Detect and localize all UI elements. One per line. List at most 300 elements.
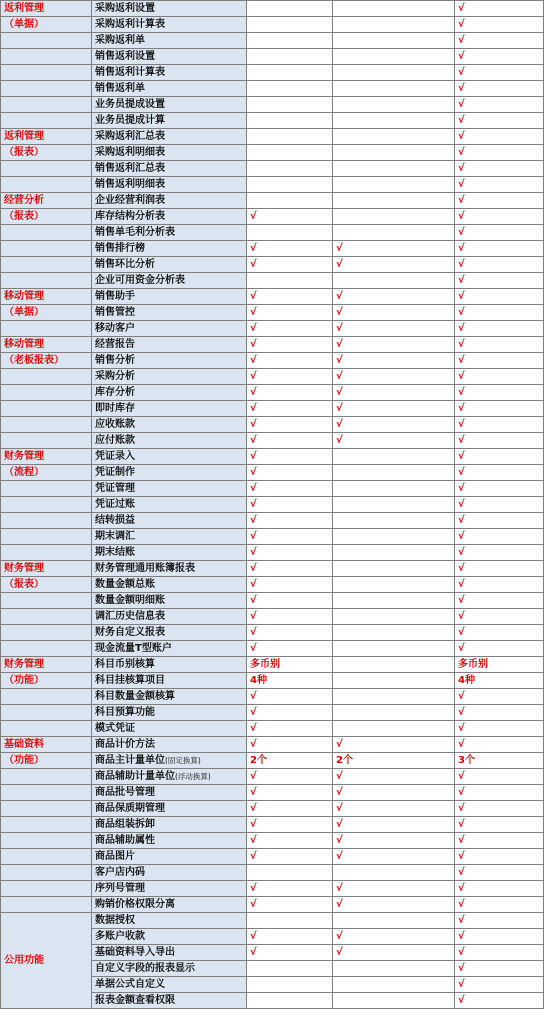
feature-name-cell (92, 609, 247, 625)
edition-3-value: √ (455, 769, 544, 785)
edition-3-value: √ (455, 689, 544, 705)
table-row (1, 17, 544, 33)
category-cell (1, 33, 92, 49)
edition-1-value (247, 81, 333, 97)
feature-name: 商品保质期管理 (95, 803, 165, 814)
category-cell (1, 817, 92, 833)
feature-name: 应收账款 (95, 419, 135, 430)
table-row (1, 673, 544, 689)
feature-name: 模式凭证 (95, 723, 135, 734)
feature-name: 即时库存 (95, 403, 135, 414)
edition-3-value: √ (455, 177, 544, 193)
category-cell (1, 865, 92, 881)
edition-1-value (247, 17, 333, 33)
feature-name-cell (92, 193, 247, 209)
feature-name-cell (92, 641, 247, 657)
feature-name-cell (92, 385, 247, 401)
edition-3-value: √ (455, 289, 544, 305)
table-row (1, 81, 544, 97)
edition-2-value (333, 913, 455, 929)
feature-name: 商品辅助计量单位 (95, 771, 175, 782)
table-row (1, 113, 544, 129)
edition-1-value (247, 65, 333, 81)
edition-1-value: √ (247, 881, 333, 897)
edition-3-value: √ (455, 65, 544, 81)
edition-1-value: √ (247, 529, 333, 545)
feature-name-cell (92, 737, 247, 753)
feature-name: 销售管控 (95, 307, 135, 318)
category-cell (1, 369, 92, 385)
feature-name-cell (92, 945, 247, 961)
edition-1-value: √ (247, 593, 333, 609)
table-row (1, 849, 544, 865)
edition-3-value: √ (455, 129, 544, 145)
table-row (1, 753, 544, 769)
category-cell (1, 257, 92, 273)
edition-3-value: √ (455, 961, 544, 977)
feature-name-cell (92, 49, 247, 65)
feature-name: 业务员提成计算 (95, 115, 165, 126)
edition-1-value: √ (247, 257, 333, 273)
edition-3-value: √ (455, 785, 544, 801)
feature-name: 销售返利明细表 (95, 179, 165, 190)
feature-name: 多账户收款 (95, 931, 145, 942)
edition-3-value: √ (455, 1, 544, 17)
edition-1-value: √ (247, 545, 333, 561)
feature-name: 企业可用资金分析表 (95, 275, 185, 286)
feature-name-cell (92, 17, 247, 33)
edition-1-value: √ (247, 577, 333, 593)
edition-2-value: √ (333, 385, 455, 401)
edition-3-value: √ (455, 241, 544, 257)
feature-name: 自定义字段的报表显示 (95, 963, 195, 974)
edition-1-value: √ (247, 449, 333, 465)
category-cell (1, 321, 92, 337)
edition-3-value: 4种 (455, 673, 544, 689)
feature-name-cell (92, 545, 247, 561)
edition-2-value: √ (333, 945, 455, 961)
edition-3-value: √ (455, 737, 544, 753)
feature-name: 销售返利计算表 (95, 67, 165, 78)
edition-3-value: √ (455, 193, 544, 209)
feature-name: 科目预算功能 (95, 707, 155, 718)
feature-name: 基础资料导入导出 (95, 947, 175, 958)
edition-1-value (247, 1, 333, 17)
feature-name: 序列号管理 (95, 883, 145, 894)
table-row (1, 465, 544, 481)
edition-2-value: 2个 (333, 753, 455, 769)
edition-3-value: √ (455, 33, 544, 49)
edition-2-value (333, 97, 455, 113)
edition-3-value: √ (455, 433, 544, 449)
table-row (1, 497, 544, 513)
edition-1-value: √ (247, 609, 333, 625)
category-cell (1, 241, 92, 257)
table-row (1, 97, 544, 113)
category-cell: （功能） (1, 673, 92, 689)
category-cell (1, 705, 92, 721)
edition-3-value: √ (455, 865, 544, 881)
edition-2-value (333, 593, 455, 609)
edition-1-value: √ (247, 417, 333, 433)
feature-name-cell (92, 321, 247, 337)
category-cell: 移动管理 (1, 337, 92, 353)
edition-1-value: 多币别 (247, 657, 333, 673)
edition-2-value (333, 113, 455, 129)
feature-name: 期末结账 (95, 547, 135, 558)
feature-name: 科目币别核算 (95, 659, 155, 670)
feature-name-cell (92, 241, 247, 257)
feature-name-cell (92, 577, 247, 593)
feature-name-cell (92, 721, 247, 737)
edition-2-value (333, 721, 455, 737)
edition-1-value: √ (247, 369, 333, 385)
edition-3-value: √ (455, 881, 544, 897)
edition-3-value: √ (455, 801, 544, 817)
table-row (1, 129, 544, 145)
edition-1-value (247, 161, 333, 177)
edition-3-value: √ (455, 321, 544, 337)
edition-1-value: √ (247, 209, 333, 225)
table-row (1, 625, 544, 641)
category-cell: （老板报表） (1, 353, 92, 369)
edition-1-value: √ (247, 385, 333, 401)
feature-name: 商品辅助属性 (95, 835, 155, 846)
table-row (1, 193, 544, 209)
feature-name: 业务员提成设置 (95, 99, 165, 110)
edition-3-value: √ (455, 721, 544, 737)
category-cell (1, 497, 92, 513)
feature-name-cell (92, 913, 247, 929)
edition-2-value: √ (333, 417, 455, 433)
feature-name-cell (92, 161, 247, 177)
feature-name: 库存分析 (95, 387, 135, 398)
edition-3-value: √ (455, 929, 544, 945)
table-row (1, 305, 544, 321)
edition-1-value: √ (247, 241, 333, 257)
edition-3-value: √ (455, 305, 544, 321)
category-cell: （单据） (1, 17, 92, 33)
category-cell: 基础资料 (1, 737, 92, 753)
feature-name-cell (92, 593, 247, 609)
table-row (1, 721, 544, 737)
edition-1-value: √ (247, 337, 333, 353)
feature-name-cell (92, 417, 247, 433)
feature-name-cell (92, 513, 247, 529)
edition-1-value: √ (247, 401, 333, 417)
feature-name-cell (92, 449, 247, 465)
edition-2-value (333, 609, 455, 625)
category-cell: （流程） (1, 465, 92, 481)
category-cell (1, 849, 92, 865)
feature-name-cell (92, 865, 247, 881)
edition-3-value: √ (455, 257, 544, 273)
table-row (1, 785, 544, 801)
edition-1-value: √ (247, 817, 333, 833)
category-cell (1, 49, 92, 65)
feature-name-cell (92, 993, 247, 1009)
feature-name-cell (92, 481, 247, 497)
category-cell (1, 81, 92, 97)
feature-name: 报表金额查看权限 (95, 995, 175, 1006)
edition-2-value (333, 129, 455, 145)
feature-name-cell (92, 833, 247, 849)
edition-3-value: √ (455, 913, 544, 929)
feature-name-cell (92, 897, 247, 913)
feature-name-cell (92, 849, 247, 865)
edition-3-value: √ (455, 609, 544, 625)
feature-name: 商品图片 (95, 851, 135, 862)
edition-1-value (247, 97, 333, 113)
edition-3-value: √ (455, 577, 544, 593)
category-cell: （功能） (1, 753, 92, 769)
feature-name-cell (92, 257, 247, 273)
feature-name-cell (92, 817, 247, 833)
category-cell (1, 513, 92, 529)
feature-name-cell (92, 209, 247, 225)
table-row (1, 33, 544, 49)
table-row (1, 145, 544, 161)
edition-1-value: √ (247, 801, 333, 817)
feature-name-cell (92, 529, 247, 545)
feature-name: 商品主计量单位 (95, 755, 165, 766)
edition-2-value (333, 865, 455, 881)
edition-3-value: √ (455, 337, 544, 353)
edition-1-value: √ (247, 353, 333, 369)
table-row (1, 705, 544, 721)
edition-3-value: √ (455, 449, 544, 465)
feature-name: 财务管理通用账簿报表 (95, 563, 195, 574)
edition-3-value: √ (455, 977, 544, 993)
category-cell (1, 881, 92, 897)
feature-name: 采购返利计算表 (95, 19, 165, 30)
edition-3-value: √ (455, 385, 544, 401)
feature-name: 销售环比分析 (95, 259, 155, 270)
feature-name: 销售助手 (95, 291, 135, 302)
edition-2-value: √ (333, 401, 455, 417)
edition-1-value: √ (247, 561, 333, 577)
feature-name-cell (92, 369, 247, 385)
feature-name: 库存结构分析表 (95, 211, 165, 222)
edition-3-value: √ (455, 561, 544, 577)
edition-1-value (247, 145, 333, 161)
edition-1-value: √ (247, 497, 333, 513)
category-cell (1, 433, 92, 449)
category-cell: 公用功能 (1, 913, 92, 1009)
feature-name: 销售返利汇总表 (95, 163, 165, 174)
feature-note: (浮动换算) (175, 772, 211, 781)
feature-name-cell (92, 465, 247, 481)
table-row (1, 401, 544, 417)
category-cell: 返利管理 (1, 129, 92, 145)
feature-name: 销售单毛利分析表 (95, 227, 175, 238)
feature-name: 凭证录入 (95, 451, 135, 462)
feature-name: 财务自定义报表 (95, 627, 165, 638)
category-cell (1, 481, 92, 497)
edition-2-value: √ (333, 289, 455, 305)
table-row (1, 737, 544, 753)
category-cell: 返利管理 (1, 1, 92, 17)
feature-name-cell (92, 961, 247, 977)
edition-2-value: √ (333, 433, 455, 449)
edition-2-value (333, 465, 455, 481)
feature-name-cell (92, 225, 247, 241)
category-cell (1, 689, 92, 705)
edition-2-value (333, 193, 455, 209)
edition-3-value: √ (455, 49, 544, 65)
edition-2-value (333, 577, 455, 593)
feature-name: 销售排行榜 (95, 243, 145, 254)
feature-name: 购销价格权限分离 (95, 899, 175, 910)
feature-name-cell (92, 401, 247, 417)
category-cell (1, 65, 92, 81)
edition-1-value: √ (247, 305, 333, 321)
edition-2-value (333, 81, 455, 97)
feature-name: 应付账款 (95, 435, 135, 446)
edition-2-value (333, 529, 455, 545)
table-row (1, 449, 544, 465)
edition-1-value: √ (247, 721, 333, 737)
edition-3-value: √ (455, 353, 544, 369)
category-cell (1, 113, 92, 129)
edition-3-value: √ (455, 225, 544, 241)
edition-1-value (247, 33, 333, 49)
edition-1-value: 2个 (247, 753, 333, 769)
edition-2-value: √ (333, 801, 455, 817)
feature-name: 采购分析 (95, 371, 135, 382)
table-row (1, 1, 544, 17)
edition-2-value: √ (333, 817, 455, 833)
edition-1-value (247, 273, 333, 289)
edition-2-value (333, 497, 455, 513)
table-row (1, 529, 544, 545)
edition-3-value: √ (455, 417, 544, 433)
edition-2-value (333, 977, 455, 993)
edition-2-value (333, 273, 455, 289)
edition-1-value: √ (247, 705, 333, 721)
edition-2-value (333, 641, 455, 657)
table-row (1, 337, 544, 353)
feature-name: 凭证制作 (95, 467, 135, 478)
edition-2-value: √ (333, 769, 455, 785)
edition-1-value: √ (247, 737, 333, 753)
table-row (1, 369, 544, 385)
edition-2-value (333, 689, 455, 705)
edition-3-value: √ (455, 849, 544, 865)
edition-1-value (247, 177, 333, 193)
table-row (1, 481, 544, 497)
feature-name-cell (92, 289, 247, 305)
edition-2-value: √ (333, 241, 455, 257)
edition-3-value: √ (455, 529, 544, 545)
edition-3-value: √ (455, 705, 544, 721)
table-body (1, 1, 544, 1009)
edition-2-value (333, 65, 455, 81)
feature-name: 商品组装拆卸 (95, 819, 155, 830)
feature-name: 科目挂核算项目 (95, 675, 165, 686)
table-row (1, 833, 544, 849)
category-cell (1, 721, 92, 737)
table-row (1, 257, 544, 273)
feature-name: 移动客户 (95, 323, 135, 334)
edition-1-value: √ (247, 465, 333, 481)
feature-name-cell (92, 433, 247, 449)
table-row (1, 801, 544, 817)
feature-name-cell (92, 689, 247, 705)
category-cell (1, 161, 92, 177)
edition-2-value: √ (333, 737, 455, 753)
table-row (1, 49, 544, 65)
feature-name: 销售分析 (95, 355, 135, 366)
edition-2-value: √ (333, 833, 455, 849)
edition-3-value: √ (455, 993, 544, 1009)
edition-3-value: √ (455, 81, 544, 97)
category-cell (1, 417, 92, 433)
feature-name-cell (92, 497, 247, 513)
edition-2-value: √ (333, 785, 455, 801)
feature-name-cell (92, 353, 247, 369)
table-row (1, 657, 544, 673)
edition-2-value (333, 449, 455, 465)
table-row (1, 225, 544, 241)
feature-name: 企业经营利润表 (95, 195, 165, 206)
edition-3-value: √ (455, 161, 544, 177)
feature-name: 采购返利汇总表 (95, 131, 165, 142)
edition-3-value: √ (455, 833, 544, 849)
category-cell (1, 177, 92, 193)
feature-name: 采购返利明细表 (95, 147, 165, 158)
edition-3-value: √ (455, 97, 544, 113)
edition-1-value: √ (247, 641, 333, 657)
edition-1-value: √ (247, 625, 333, 641)
category-cell: （单据） (1, 305, 92, 321)
feature-name-cell (92, 657, 247, 673)
table-row (1, 433, 544, 449)
table-row (1, 273, 544, 289)
edition-3-value: √ (455, 17, 544, 33)
edition-2-value (333, 481, 455, 497)
edition-2-value (333, 705, 455, 721)
table-row (1, 385, 544, 401)
feature-name-cell (92, 177, 247, 193)
feature-name: 商品计价方法 (95, 739, 155, 750)
table-row (1, 641, 544, 657)
table-row (1, 353, 544, 369)
feature-name-cell (92, 97, 247, 113)
edition-1-value: √ (247, 849, 333, 865)
table-row (1, 561, 544, 577)
feature-name: 销售返利单 (95, 83, 145, 94)
feature-name: 结转损益 (95, 515, 135, 526)
edition-1-value: √ (247, 321, 333, 337)
feature-name-cell (92, 65, 247, 81)
edition-2-value (333, 209, 455, 225)
edition-1-value (247, 113, 333, 129)
feature-name-cell (92, 673, 247, 689)
edition-3-value: √ (455, 145, 544, 161)
edition-2-value (333, 161, 455, 177)
edition-1-value: √ (247, 785, 333, 801)
edition-2-value: √ (333, 897, 455, 913)
edition-2-value: √ (333, 337, 455, 353)
edition-3-value: √ (455, 401, 544, 417)
feature-name-cell (92, 785, 247, 801)
feature-name-cell (92, 705, 247, 721)
edition-3-value: √ (455, 273, 544, 289)
edition-3-value: √ (455, 641, 544, 657)
edition-1-value: √ (247, 689, 333, 705)
edition-3-value: √ (455, 593, 544, 609)
